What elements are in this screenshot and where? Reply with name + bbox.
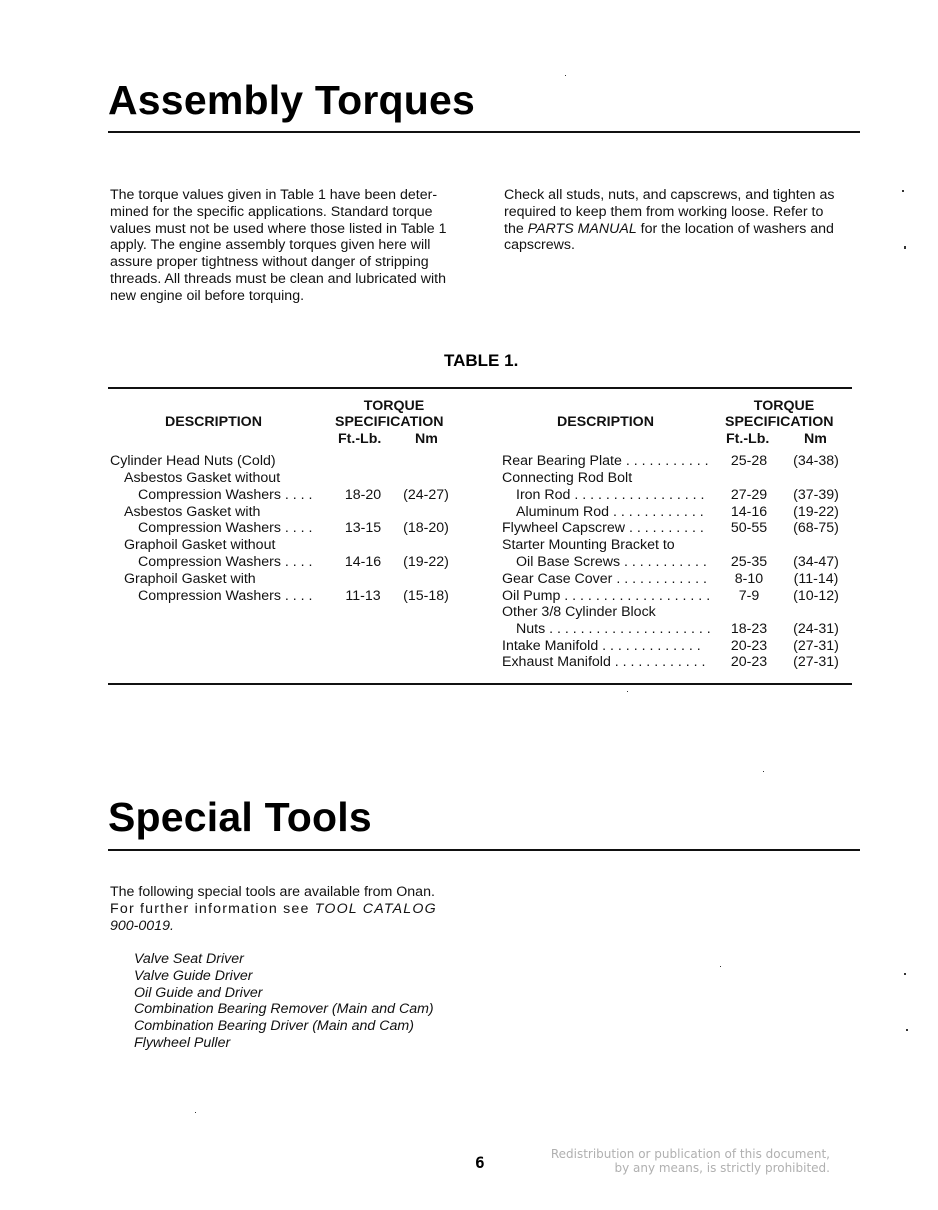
para-line <box>110 901 470 918</box>
para-line <box>110 918 470 935</box>
list-item: Combination Bearing Remover (Main and Cam) <box>134 1001 434 1018</box>
table-bottom-rule <box>108 683 852 685</box>
para-line: assure proper tightness without danger of stripping <box>110 254 429 271</box>
header-specification-right: SPECIFICATION <box>725 414 834 430</box>
row-description: Rear Bearing Plate . . . . . . . . . . . <box>502 453 709 469</box>
table-row <box>110 537 470 554</box>
title-rule <box>108 849 860 851</box>
para-line: capscrews. <box>504 237 575 254</box>
scan-speck <box>902 190 904 192</box>
row-description: Graphoil Gasket without <box>124 537 276 553</box>
table-row <box>502 470 862 487</box>
tool-catalog-reference: TOOL CATALOG <box>314 900 437 917</box>
scan-speck <box>720 966 721 967</box>
scan-speck <box>904 973 906 975</box>
row-description: Iron Rod . . . . . . . . . . . . . . . . . <box>516 487 705 503</box>
scan-speck <box>195 1112 196 1113</box>
table-row <box>502 520 862 537</box>
table-row <box>110 504 470 521</box>
row-description: Gear Case Cover . . . . . . . . . . . . <box>502 571 707 587</box>
text: the <box>504 220 528 237</box>
header-nm-left: Nm <box>415 431 438 447</box>
table-row <box>110 470 470 487</box>
watermark-line: Redistribution or publication of this document, <box>550 1147 830 1161</box>
special-tools-intro <box>110 884 470 934</box>
list-item: Valve Guide Driver <box>134 967 253 984</box>
parts-manual-reference: PARTS MANUAL <box>527 220 637 237</box>
special-tools-list <box>134 951 494 1052</box>
row-ftlb: 25-35 <box>730 554 768 570</box>
list-item: Flywheel Puller <box>134 1034 231 1051</box>
header-description-right: DESCRIPTION <box>557 414 654 430</box>
row-nm: (18-20) <box>403 520 449 536</box>
table-row <box>502 453 862 470</box>
para-line: values must not be used where those listed in Table 1 <box>110 220 447 237</box>
table-top-rule <box>108 387 852 389</box>
row-description: Intake Manifold . . . . . . . . . . . . . <box>502 638 701 654</box>
row-nm: (11-14) <box>793 571 839 587</box>
header-ftlb-right: Ft.-Lb. <box>726 431 770 447</box>
row-description: Asbestos Gasket without <box>124 470 281 486</box>
para-line: mined for the specific applications. Standard torque <box>110 203 433 220</box>
watermark-line: by any means, is strictly prohibited. <box>614 1161 830 1175</box>
header-ftlb-left: Ft.-Lb. <box>338 431 382 447</box>
table-row <box>110 588 470 605</box>
row-ftlb: 13-15 <box>344 520 382 536</box>
header-specification-left: SPECIFICATION <box>335 414 444 430</box>
row-nm: (19-22) <box>793 504 839 520</box>
row-description: Compression Washers . . . . <box>138 487 313 503</box>
row-ftlb: 27-29 <box>730 487 768 503</box>
table-row <box>502 537 862 554</box>
scan-speck <box>627 691 628 692</box>
row-description: Cylinder Head Nuts (Cold) <box>110 453 276 469</box>
para-line: threads. All threads must be clean and lubricated with <box>110 270 446 287</box>
catalog-number: 900-0019. <box>110 917 174 934</box>
table-row <box>110 571 470 588</box>
table-row <box>502 487 862 504</box>
row-description: Compression Washers . . . . <box>138 588 313 604</box>
header-torque-left: TORQUE <box>363 398 425 414</box>
row-nm: (34-47) <box>793 554 839 570</box>
row-ftlb: 18-23 <box>730 621 768 637</box>
row-nm: (27-31) <box>793 654 839 670</box>
row-ftlb: 8-10 <box>734 571 764 587</box>
row-ftlb: 11-13 <box>345 588 381 604</box>
scan-speck <box>904 246 906 249</box>
header-nm-right: Nm <box>804 431 827 447</box>
row-ftlb: 20-23 <box>730 654 768 670</box>
row-nm: (37-39) <box>793 487 839 503</box>
table-row <box>502 654 862 671</box>
section-title-special-tools: Special Tools <box>108 794 372 840</box>
header-torque-right: TORQUE <box>753 398 815 414</box>
row-ftlb: 18-20 <box>344 487 382 503</box>
table-row <box>502 638 862 655</box>
row-description: Flywheel Capscrew . . . . . . . . . . <box>502 520 704 536</box>
table-row <box>502 504 862 521</box>
row-description: Asbestos Gasket with <box>124 504 261 520</box>
table-title: TABLE 1. <box>444 351 519 370</box>
table-row <box>110 554 470 571</box>
row-description: Compression Washers . . . . <box>138 520 313 536</box>
row-nm: (24-27) <box>403 487 449 503</box>
section-title-assembly-torques: Assembly Torques <box>108 77 475 123</box>
para-line: apply. The engine assembly torques given here will <box>110 237 431 254</box>
row-description: Graphoil Gasket with <box>124 571 256 587</box>
row-description: Compression Washers . . . . <box>138 554 313 570</box>
para-line: new engine oil before torquing. <box>110 287 305 304</box>
row-description: Other 3/8 Cylinder Block <box>502 604 656 620</box>
row-ftlb: 14-16 <box>730 504 768 520</box>
watermark-notice <box>530 1147 830 1175</box>
intro-paragraph-left <box>110 187 470 305</box>
row-description: Aluminum Rod . . . . . . . . . . . . <box>516 504 704 520</box>
row-nm: (68-75) <box>793 520 839 536</box>
row-description: Oil Pump . . . . . . . . . . . . . . . . . . . <box>502 588 711 604</box>
list-item: Oil Guide and Driver <box>134 984 263 1001</box>
table-row <box>110 487 470 504</box>
row-description: Oil Base Screws . . . . . . . . . . . <box>516 554 707 570</box>
header-description-left: DESCRIPTION <box>165 414 262 430</box>
page-number: 6 <box>475 1153 485 1172</box>
row-ftlb: 25-28 <box>730 453 768 469</box>
row-nm: (19-22) <box>403 554 449 570</box>
row-description: Exhaust Manifold . . . . . . . . . . . . <box>502 654 706 670</box>
row-ftlb: 50-55 <box>730 520 768 536</box>
table-row <box>502 554 862 571</box>
row-description: Starter Mounting Bracket to <box>502 537 675 553</box>
scan-speck <box>763 771 764 772</box>
row-nm: (10-12) <box>793 588 839 604</box>
row-nm: (34-38) <box>793 453 839 469</box>
row-description: Connecting Rod Bolt <box>502 470 633 486</box>
text: for the location of washers and <box>636 220 834 237</box>
list-item: Combination Bearing Driver (Main and Cam) <box>134 1018 414 1035</box>
table-row <box>502 588 862 605</box>
intro-paragraph-right <box>504 187 864 254</box>
row-nm: (15-18) <box>403 588 449 604</box>
para-line <box>504 221 864 238</box>
row-ftlb: 14-16 <box>344 554 382 570</box>
row-nm: (27-31) <box>793 638 839 654</box>
title-rule <box>108 131 860 133</box>
table-row <box>502 571 862 588</box>
para-line: Check all studs, nuts, and capscrews, and tighten as <box>504 187 835 203</box>
scan-speck <box>906 1029 908 1031</box>
table-row <box>110 520 470 537</box>
row-description: Nuts . . . . . . . . . . . . . . . . . . . . . <box>516 621 711 637</box>
para-line: The torque values given in Table 1 have been deter- <box>110 187 438 203</box>
para-line: The following special tools are available from Onan. <box>110 884 435 900</box>
scan-speck <box>565 75 566 76</box>
para-line: required to keep them from working loose. Refer to <box>504 203 824 220</box>
text: For further information see <box>110 900 315 917</box>
table-row <box>502 604 862 621</box>
row-nm: (24-31) <box>793 621 839 637</box>
row-ftlb: 7-9 <box>738 588 760 604</box>
table-row <box>502 621 862 638</box>
list-item: Valve Seat Driver <box>134 951 244 967</box>
row-ftlb: 20-23 <box>730 638 768 654</box>
table-row <box>110 453 470 470</box>
